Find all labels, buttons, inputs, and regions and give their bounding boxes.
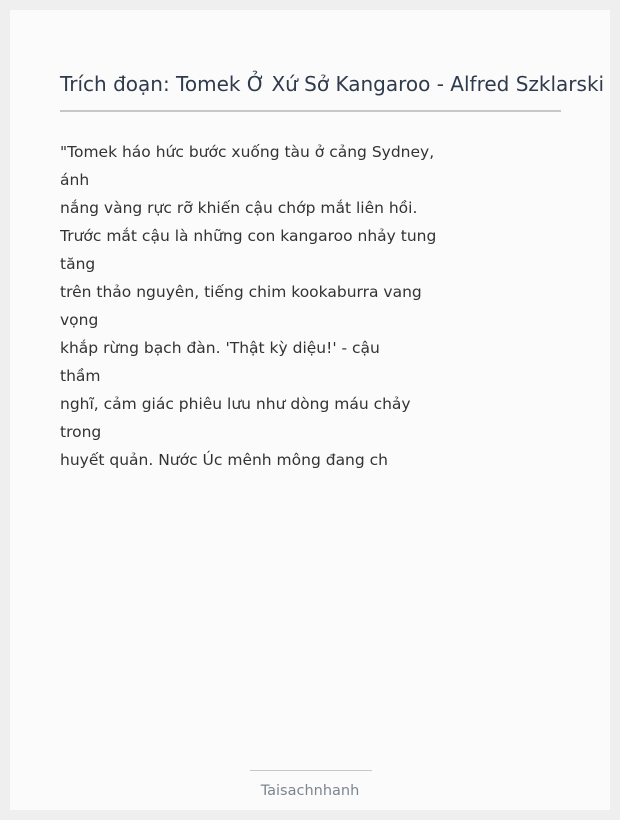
footer-source: Taisachnhanh — [260, 783, 360, 799]
excerpt-line: trong — [60, 423, 102, 441]
page-title: Trích đoạn: Tomek Ở Xứ Sở Kangaroo - Alfred Szklarski — [60, 72, 605, 96]
footer-divider — [250, 770, 372, 771]
excerpt-line: nắng vàng rực rỡ khiến cậu chớp mắt liên hồi. — [60, 199, 418, 217]
excerpt-line: ánh — [60, 171, 90, 189]
excerpt-line: tăng — [60, 255, 96, 273]
excerpt-line: khắp rừng bạch đàn. 'Thật kỳ diệu!' - cậu — [60, 339, 380, 357]
title-divider — [60, 110, 561, 112]
excerpt-text — [60, 138, 460, 474]
excerpt-line: vọng — [60, 311, 99, 329]
excerpt-line: trên thảo nguyên, tiếng chim kookaburra vang — [60, 283, 422, 301]
excerpt-line: thầm — [60, 367, 101, 385]
excerpt-line: nghĩ, cảm giác phiêu lưu như dòng máu chảy — [60, 395, 411, 413]
excerpt-line: huyết quản. Nước Úc mênh mông đang ch — [60, 451, 388, 469]
excerpt-line: Trước mắt cậu là những con kangaroo nhảy tung — [60, 227, 437, 245]
excerpt-line: "Tomek háo hức bước xuống tàu ở cảng Sydney, — [60, 143, 435, 161]
document-page — [10, 10, 610, 810]
